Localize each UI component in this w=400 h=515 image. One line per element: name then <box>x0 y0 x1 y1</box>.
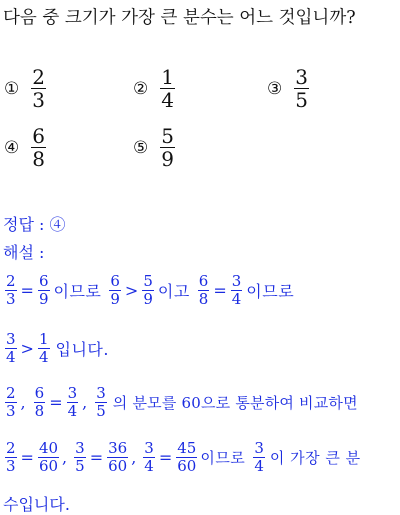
comma: , <box>131 448 137 467</box>
numerator: 3 <box>254 439 264 457</box>
numerator: 3 <box>231 272 242 290</box>
fraction <box>38 331 50 366</box>
text: 입니다. <box>55 340 109 359</box>
numerator: 3 <box>75 439 85 457</box>
numerator: 2 <box>6 439 16 457</box>
denominator: 9 <box>38 290 49 308</box>
choice-3[interactable] <box>267 66 311 111</box>
equals-sign: = <box>213 281 227 300</box>
fraction <box>5 273 17 308</box>
choice-4-mark: ④ <box>4 137 20 158</box>
denominator: 5 <box>295 88 308 112</box>
choice-3-mark: ③ <box>267 78 283 99</box>
text: 이므로 <box>200 449 246 467</box>
greater-than-sign: > <box>20 339 34 358</box>
numerator: 5 <box>143 272 153 290</box>
text: 이 가장 큰 분 <box>269 449 361 467</box>
explanation-line-5: 수입니다. <box>3 495 70 514</box>
choice-5-fraction <box>160 125 175 170</box>
fraction <box>38 440 59 475</box>
numerator: 2 <box>6 272 16 290</box>
numerator: 3 <box>6 330 16 348</box>
denominator: 8 <box>198 290 209 308</box>
choice-4-fraction <box>31 125 46 170</box>
choice-2[interactable] <box>133 66 177 111</box>
choice-2-mark: ② <box>133 78 149 99</box>
denominator: 9 <box>161 147 174 171</box>
fraction <box>67 385 79 420</box>
numerator: 40 <box>38 439 59 457</box>
explanation-line-3 <box>3 385 358 420</box>
fraction <box>142 273 154 308</box>
numerator: 6 <box>38 272 49 290</box>
fraction <box>74 440 86 475</box>
text: 이므로 <box>246 282 295 301</box>
equals-sign: = <box>49 393 63 412</box>
fraction <box>107 440 128 475</box>
numerator: 6 <box>34 384 45 402</box>
question-text: 다음 중 크기가 가장 큰 분수는 어느 것입니까? <box>3 8 356 28</box>
denominator: 3 <box>6 402 16 420</box>
numerator: 3 <box>67 384 78 402</box>
denominator: 8 <box>32 147 45 171</box>
explanation-label: 해설 : <box>3 243 45 262</box>
comma: , <box>62 448 68 467</box>
answer-label: 정답 : ④ <box>3 215 66 234</box>
numerator: 3 <box>144 439 154 457</box>
numerator: 45 <box>177 439 197 457</box>
numerator: 3 <box>295 65 308 89</box>
numerator: 1 <box>161 65 174 89</box>
fraction <box>231 273 243 308</box>
equals-sign: = <box>89 448 104 467</box>
numerator: 2 <box>32 65 45 89</box>
denominator: 3 <box>32 88 45 112</box>
denominator: 4 <box>231 290 242 308</box>
numerator: 6 <box>32 124 45 148</box>
numerator: 5 <box>161 124 174 148</box>
fraction <box>198 273 210 308</box>
denominator: 3 <box>6 457 16 475</box>
denominator: 8 <box>34 402 45 420</box>
numerator: 6 <box>110 272 120 290</box>
numerator: 6 <box>198 272 209 290</box>
choice-1-mark: ① <box>4 78 20 99</box>
choice-4[interactable] <box>4 125 48 170</box>
denominator: 5 <box>75 457 85 475</box>
fraction <box>176 440 197 475</box>
choice-3-fraction <box>294 66 309 111</box>
text: 이므로 <box>53 282 102 301</box>
denominator: 9 <box>110 290 120 308</box>
comma: , <box>20 393 26 412</box>
numerator: 3 <box>96 384 106 402</box>
denominator: 5 <box>96 402 106 420</box>
numerator: 1 <box>38 330 49 348</box>
denominator: 4 <box>38 348 49 366</box>
denominator: 60 <box>38 457 59 475</box>
explanation-line-4 <box>3 440 361 475</box>
denominator: 4 <box>161 88 174 112</box>
fraction <box>253 440 265 475</box>
choice-1[interactable] <box>4 66 48 111</box>
explanation-line-2 <box>3 331 109 366</box>
explanation-line-1 <box>3 273 294 308</box>
fraction <box>109 273 121 308</box>
fraction <box>5 440 17 475</box>
greater-than-sign: > <box>124 281 139 300</box>
fraction <box>95 385 107 420</box>
text: 이고 <box>157 282 190 301</box>
equals-sign: = <box>158 448 173 467</box>
denominator: 4 <box>254 457 264 475</box>
denominator: 3 <box>6 290 16 308</box>
choice-1-fraction <box>31 66 46 111</box>
denominator: 4 <box>6 348 16 366</box>
numerator: 2 <box>6 384 16 402</box>
denominator: 60 <box>177 457 197 475</box>
choice-5[interactable] <box>133 125 177 170</box>
fraction <box>5 331 17 366</box>
fraction <box>38 273 50 308</box>
denominator: 4 <box>67 402 78 420</box>
equals-sign: = <box>20 448 34 467</box>
equals-sign: = <box>20 281 34 300</box>
numerator: 36 <box>108 439 128 457</box>
choice-5-mark: ⑤ <box>133 137 149 158</box>
fraction <box>143 440 155 475</box>
choice-2-fraction <box>160 66 175 111</box>
comma: , <box>82 393 88 412</box>
denominator: 60 <box>108 457 128 475</box>
denominator: 9 <box>143 290 153 308</box>
text: 의 분모를 60으로 통분하여 비교하면 <box>112 394 358 412</box>
denominator: 4 <box>144 457 154 475</box>
fraction <box>34 385 46 420</box>
fraction <box>5 385 17 420</box>
